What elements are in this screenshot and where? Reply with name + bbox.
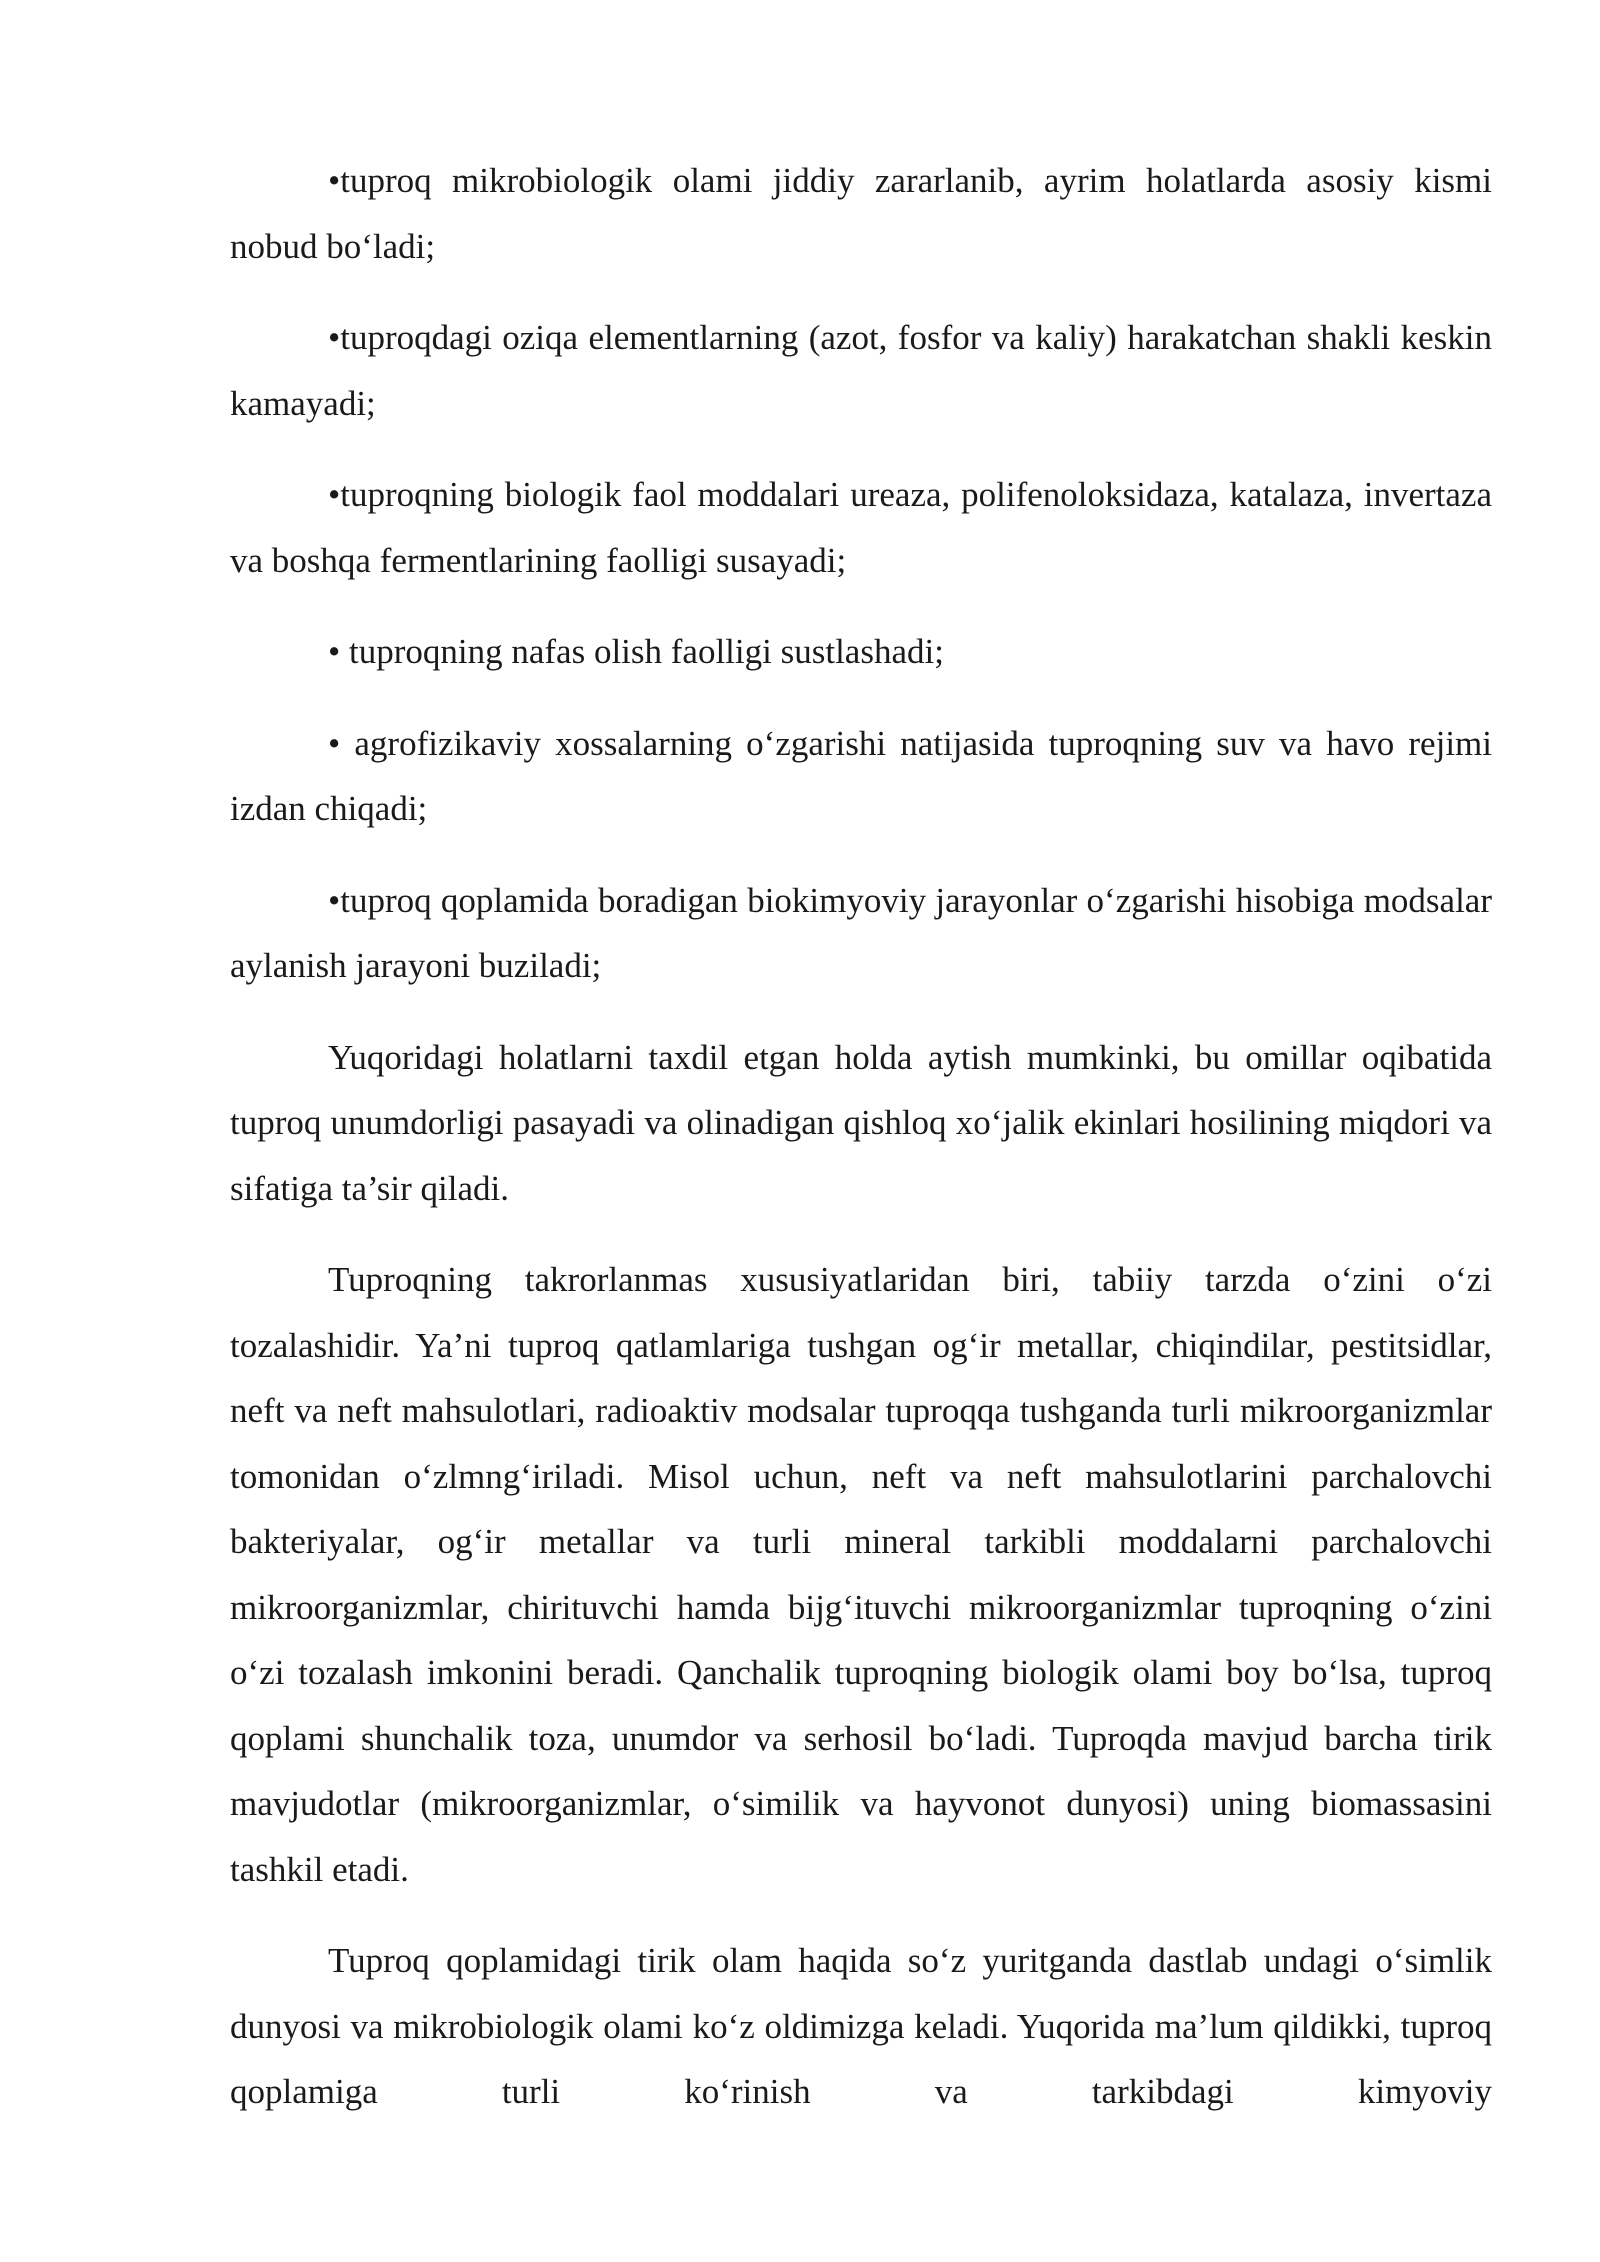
body-paragraph-2: Tuproqning takrorlanmas xususiyatlaridan biri, tabiiy tarzda o‘zini o‘zi tozalashidir. Ya’ni tuproq qatlamlariga tushgan og‘ir metallar, chiqindilar, pestitsidlar, neft va neft mahsulotlari, radioaktiv modsalar tuproqqa tushganda turli mikroorganizmlar tomonidan o‘zlmng‘iriladi. Misol uchun, neft va neft mahsulotlarini parchalovchi bakteriyalar, og‘ir metallar va turli mineral tarkibli moddalarni parchalovchi mikroorganizmlar, chirituvchi hamda bijg‘ituvchi mikroorganizmlar tuproqning o‘zini o‘zi tozalash imkonini beradi. Qanchalik tuproqning biologik olami boy bo‘lsa, tuproq qoplami shunchalik toza, unumdor va serhosil bo‘ladi. Tuproqda mavjud barcha tirik mavjudotlar (mikroorganizmlar, o‘similik va hayvonot dunyosi) uning biomassasini tashkil etadi. [230, 1260, 1492, 1889]
body-paragraph-1: Yuqoridagi holatlarni taxdil etgan holda aytish mumkinki, bu omillar oqibatida tuproq unumdorligi pasayadi va olinadigan qishloq xo‘jalik ekinlari hosilining miqdori va sifatiga ta’sir qiladi. [230, 1037, 1492, 1208]
bullet-paragraph-4: • tuproqning nafas olish faolligi sustlashadi; [328, 632, 944, 671]
bullet-paragraph-5: • agrofizikaviy xossalarning o‘zgarishi natijasida tuproqning suv va havo rejimi izdan chiqadi; [230, 723, 1492, 828]
body-paragraph-3: Tuproq qoplamidagi tirik olam haqida so‘z yuritganda dastlab undagi o‘simlik dunyosi va mikrobiologik olami ko‘z oldimizga keladi. Yuqorida ma’lum qildikki, tuproq qoplamiga turli ko‘rinish va tarkibdagi kimyoviy [230, 1941, 1492, 2111]
bullet-paragraph-1: •tuproq mikrobiologik olami jiddiy zararlanib, ayrim holatlarda asosiy kismi nobud bo‘ladi; [230, 161, 1492, 266]
bullet-paragraph-3: •tuproqning biologik faol moddalari ureaza, polifenoloksidaza, katalaza, invertaza va boshqa fermentlarining faolligi susayadi; [230, 475, 1492, 580]
bullet-paragraph-2: •tuproqdagi oziqa elementlarning (azot, fosfor va kaliy) harakatchan shakli keskin kamayadi; [230, 318, 1492, 423]
document-body [230, 148, 1492, 2125]
bullet-paragraph-6: •tuproq qoplamida boradigan biokimyoviy jarayonlar o‘zgarishi hisobiga modsalar aylanish jarayoni buziladi; [230, 880, 1492, 985]
